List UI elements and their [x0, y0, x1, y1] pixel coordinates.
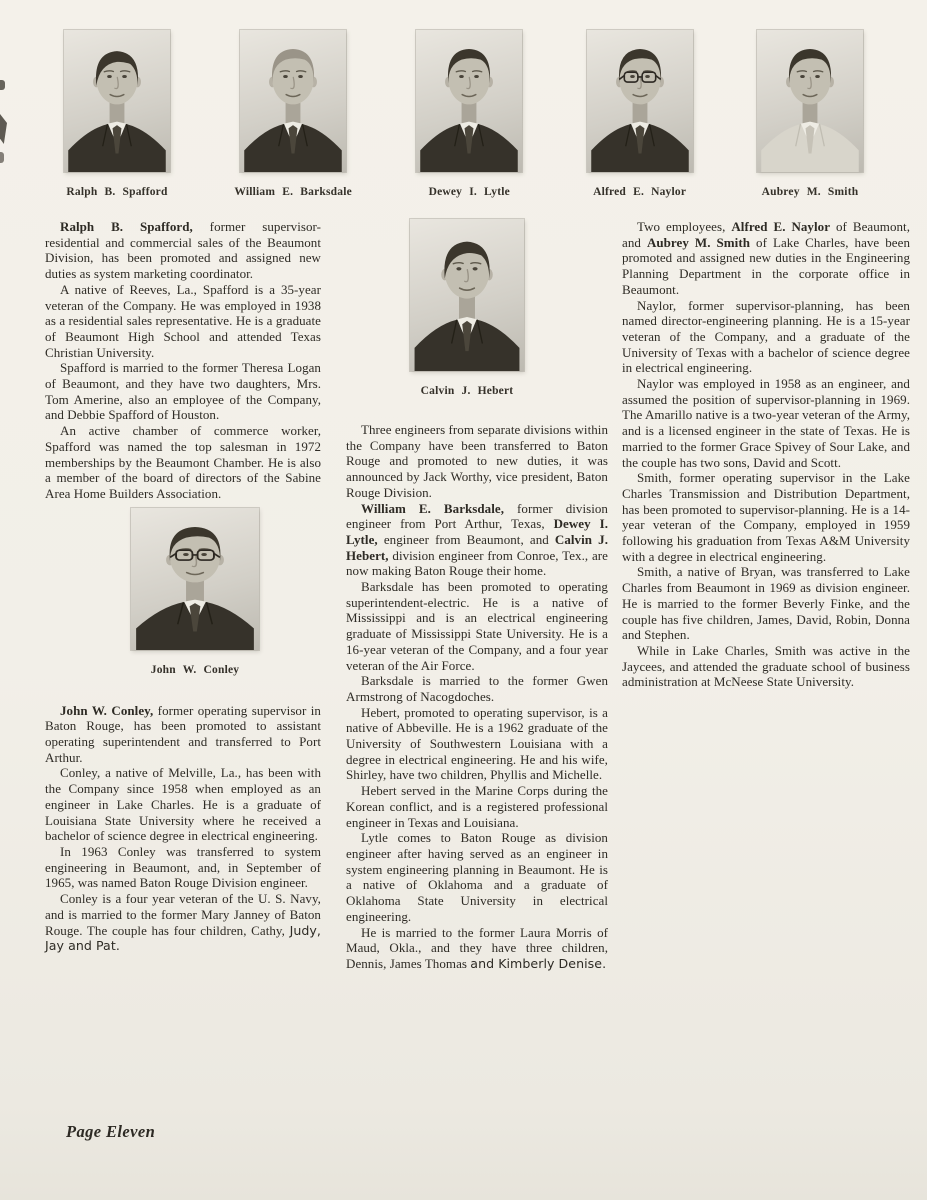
- paragraph: Conley is a four year veteran of the U. S. Navy, and is married to the former Mary Janney of Baton Rouge. The couple has four children, Cathy, Judy, Jay and Pat.: [45, 891, 321, 954]
- article-naylor-smith: [622, 219, 910, 690]
- article-conley: [45, 703, 321, 954]
- portrait-ralph-b-spafford: [64, 30, 170, 199]
- portrait-photo: [131, 508, 259, 650]
- portrait-photo: [410, 219, 524, 371]
- portrait-william-e-barksdale: [234, 30, 352, 199]
- paragraph: Barksdale is married to the former Gwen Armstrong of Nacogdoches.: [346, 673, 608, 704]
- portrait-photo: [757, 30, 863, 172]
- scan-artifact: [0, 152, 4, 163]
- portrait-photo: [587, 30, 693, 172]
- paragraph: Three engineers from separate divisions within the Company have been transferred to Baton Rouge and promoted to new duties, it was announced by Jack Worthy, vice president, Baton Rouge Division.: [346, 422, 608, 500]
- column-left: [45, 219, 321, 972]
- article-spafford: [45, 219, 321, 502]
- paragraph: Smith, former operating supervisor in the Lake Charles Transmission and Distribution Department, has been promoted to supervisor-planning. He is a 14-year veteran of the Company, employed in 1959 following his graduation from Texas A&M University with a degree in electrical engineering.: [622, 470, 910, 564]
- paragraph: Naylor, former supervisor-planning, has been named director-engineering planning. He is a 15-year veteran of the Company, and a graduate of the University of Texas with a bachelor of science degree in electrical engineering.: [622, 297, 910, 376]
- paragraph: Barksdale has been promoted to operating superintendent-electric. He is a native of Mississippi and is an electrical engineering graduate of Mississippi State University. He is a 16-year veteran of the Company, and a four year veteran of the Air Force.: [346, 579, 608, 673]
- paragraph: Ralph B. Spafford, former supervisor-residential and commercial sales of the Beaumont Division, has been promoted and assigned new duties as system marketing coordinator.: [45, 219, 322, 282]
- portrait-caption: Alfred E. Naylor: [593, 186, 687, 198]
- paragraph: William E. Barksdale, former division engineer from Port Arthur, Texas, Dewey I. Lytle, engineer from Beaumont, and Calvin J. Hebert, division engineer from Conroe, Tex., are now making Baton Rouge their home.: [346, 500, 608, 579]
- portrait-caption: Aubrey M. Smith: [761, 186, 859, 198]
- paragraph: A native of Reeves, La., Spafford is a 35-year veteran of the Company. He was employed in 1938 as a residential sales representative. He is a graduate of Beaumont High School and attended Texas Christian University.: [45, 281, 321, 360]
- paragraph: An active chamber of commerce worker, Spafford was named the top salesman in 1972 memberships by the Beaumont Chamber. He is also a member of the board of directors of the Sabine Area Home Builders Association.: [45, 423, 321, 501]
- portrait-caption: Ralph B. Spafford: [66, 186, 168, 198]
- article-baton-rouge-transfers: [346, 422, 608, 972]
- portrait-photo: [416, 30, 522, 172]
- paragraph: Smith, a native of Bryan, was transferred to Lake Charles from Beaumont in 1969 as division engineer. He is married to the former Beverly Finke, and the couple has five children, James, David, Robin, Donna and Stephen.: [622, 564, 910, 643]
- portrait-caption: Dewey I. Lytle: [428, 186, 510, 198]
- paragraph: In 1963 Conley was transferred to system engineering in Beaumont, and, in September of 1965, was named Baton Rouge Division engineer.: [45, 843, 321, 891]
- portrait-caption: John W. Conley: [150, 663, 240, 676]
- portrait-john-w-conley: [131, 508, 259, 677]
- paragraph: Naylor was employed in 1958 as an engineer, and assumed the position of supervisor-planning in 1969. The Amarillo native is a two-year veteran of the Army, and is a licensed engineer in the state of Texas. He is married to the former Grace Spivey of Sour Lake, and the couple has two sons, David and Scott.: [622, 376, 910, 470]
- column-right: [622, 219, 910, 972]
- paragraph: While in Lake Charles, Smith was active in the Jaycees, and attended the graduate school of business administration at McNeese State University.: [622, 642, 910, 690]
- portrait-calvin-j-hebert: [410, 219, 524, 398]
- photo-row: [0, 0, 927, 199]
- paragraph: Conley, a native of Melville, La., has been with the Company since 1958 when employed as an engineer in Lake Charles. He is a graduate of Louisiana State University where he received a bachelor of science degree in electrical engineering.: [45, 765, 321, 844]
- paragraph: John W. Conley, former operating supervisor in Baton Rouge, has been promoted to assistant operating superintendent and transferred to Port Arthur.: [45, 702, 321, 765]
- portrait-photo: [240, 30, 346, 172]
- paragraph: Two employees, Alfred E. Naylor of Beaumont, and Aubrey M. Smith of Lake Charles, have been promoted and assigned new duties in the Engineering Planning Department in the corporate office in Beaumont.: [622, 219, 911, 297]
- article-columns: [0, 199, 927, 972]
- page-footer: [66, 1122, 155, 1142]
- portrait-caption: Calvin J. Hebert: [420, 385, 514, 397]
- portrait-aubrey-m-smith: [757, 30, 863, 199]
- page-number: Page Eleven: [66, 1122, 156, 1141]
- portrait-photo: [64, 30, 170, 172]
- scan-artifact: [0, 80, 5, 90]
- portrait-caption: William E. Barksdale: [234, 186, 352, 198]
- paragraph: Spafford is married to the former Theresa Logan of Beaumont, and they have two daughters, Mrs. Tom Amerine, also an employee of the Company, and Debbie Spafford of Houston.: [45, 360, 321, 423]
- paragraph: He is married to the former Laura Morris of Maud, Okla., and they have three children, Dennis, James Thomas and Kimberly Denise.: [346, 924, 608, 971]
- column-middle: [346, 219, 608, 972]
- paragraph: Hebert, promoted to operating supervisor, is a native of Abbeville. He is a 1962 graduate of the University of Southwestern Louisiana with a degree in electrical engineering. He and his wife, Shirley, have two children, Phyllis and Michelle.: [346, 704, 608, 783]
- paragraph: Hebert served in the Marine Corps during the Korean conflict, and is a registered professional engineer in Texas and Louisiana.: [346, 783, 608, 830]
- portrait-dewey-i-lytle: [416, 30, 522, 199]
- portrait-alfred-e-naylor: [587, 30, 693, 199]
- paragraph: Lytle comes to Baton Rouge as division engineer after having served as an engineer in system engineering planning in Beaumont. He is a native of Oklahoma and a graduate of Oklahoma State University in electrical engineering.: [346, 830, 608, 924]
